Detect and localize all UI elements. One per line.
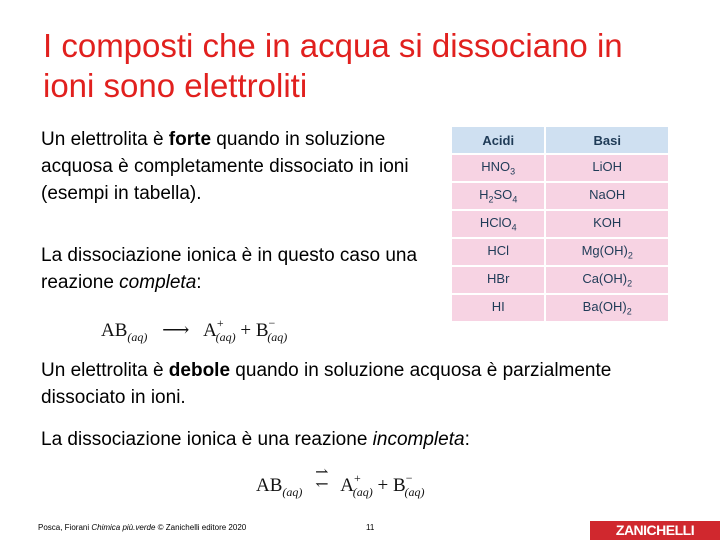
formula-subscript: 4 [511, 222, 517, 233]
bold-word: debole [168, 360, 231, 381]
footer-credits [38, 523, 246, 532]
slide-title: I composti che in acqua si dissociano in ioni sono elettroliti [43, 27, 623, 104]
plus-sign: + [240, 320, 252, 341]
formula-text: H [479, 187, 489, 203]
formula-text: HI [491, 299, 505, 315]
anion: B [255, 320, 269, 341]
text-run: La dissociazione ionica è in questo caso una reazione [41, 245, 418, 293]
acid-cell [451, 154, 545, 182]
acid-cell [451, 294, 545, 322]
formula-subscript: 2 [627, 250, 633, 261]
acid-cell [451, 210, 545, 238]
reactant: AB [256, 475, 283, 496]
table-row [451, 294, 669, 322]
base-cell [545, 182, 669, 210]
formula-subscript: 2 [626, 306, 632, 317]
complete-dissociation-equation [101, 312, 287, 348]
acid-cell [451, 266, 545, 294]
forward-harpoon: ⇀ [315, 464, 329, 481]
cation: A [340, 475, 354, 496]
charge-label: + [354, 471, 361, 485]
footer-publisher: © Zanichelli editore 2020 [155, 523, 247, 532]
acid-cell [451, 238, 545, 266]
italic-word: incompleta [372, 429, 465, 450]
header-bases: Basi [545, 126, 669, 154]
base-cell [545, 154, 669, 182]
formula-text: Mg(OH) [581, 243, 628, 259]
publisher-logo: ZANICHELLI [590, 521, 720, 540]
bold-word: forte [168, 129, 212, 150]
plus-sign: + [377, 475, 389, 496]
state-label: (aq) [282, 485, 303, 499]
backward-harpoon: ↽ [315, 476, 329, 493]
state-label: (aq) [215, 330, 236, 344]
base-cell [545, 238, 669, 266]
reactant: AB [101, 320, 128, 341]
table-row [451, 238, 669, 266]
formula-subscript: 2 [488, 194, 494, 205]
table-row [451, 154, 669, 182]
state-label: (aq) [404, 485, 425, 499]
forward-arrow: ⟶ [162, 320, 190, 341]
base-cell [545, 294, 669, 322]
table-row [451, 210, 669, 238]
complete-reaction-text [41, 242, 441, 296]
formula-text: HCl [487, 243, 510, 259]
state-label: (aq) [352, 485, 373, 499]
formula-subscript: 4 [512, 194, 518, 205]
formula-text: NaOH [589, 187, 626, 203]
formula-text: LiOH [592, 159, 623, 175]
text-run: Un elettrolita è [41, 360, 169, 381]
equilibrium-equation [256, 464, 425, 503]
table-header-row [451, 126, 669, 154]
cation: A [203, 320, 217, 341]
header-acids: Acidi [451, 126, 545, 154]
page-number: 11 [366, 523, 375, 532]
charge-label: + [216, 316, 224, 330]
charge-label: − [405, 471, 413, 485]
table-body [451, 154, 669, 322]
text-run: quando in soluzione acquosa è completamente dissociato in ioni (esempi in tabella). [41, 129, 409, 204]
weak-electrolyte-text [41, 357, 681, 411]
formula-text: HNO [481, 159, 511, 175]
table-row [451, 266, 669, 294]
formula-subscript: 3 [510, 166, 516, 177]
footer-authors: Posca, Fiorani [38, 523, 92, 532]
text-run: : [464, 429, 470, 450]
incomplete-reaction-text [41, 426, 681, 453]
charge-label: − [268, 316, 276, 330]
acid-cell [451, 182, 545, 210]
text-run: : [196, 272, 202, 293]
base-cell [545, 210, 669, 238]
equilibrium-arrow-icon [315, 464, 329, 493]
text-run: quando in soluzione acquosa è parzialmente dissociato in ioni. [41, 360, 612, 408]
footer-book-title: Chimica più.verde [91, 523, 156, 532]
strong-electrolyte-text [41, 126, 441, 207]
acids-bases-table [450, 125, 670, 323]
base-cell [545, 266, 669, 294]
formula-text: Ba(OH) [582, 299, 627, 315]
formula-text: Ca(OH) [582, 271, 628, 287]
italic-word: completa [119, 272, 197, 293]
formula-text: SO [493, 187, 513, 203]
table-row [451, 182, 669, 210]
formula-text: KOH [593, 215, 622, 231]
state-label: (aq) [127, 330, 148, 344]
formula-subscript: 2 [627, 278, 633, 289]
text-run: Un elettrolita è [41, 129, 169, 150]
text-run: La dissociazione ionica è una reazione [41, 429, 373, 450]
formula-text: HClO [479, 215, 512, 231]
anion: B [393, 475, 406, 496]
state-label: (aq) [267, 330, 288, 344]
formula-text: HBr [487, 271, 510, 287]
